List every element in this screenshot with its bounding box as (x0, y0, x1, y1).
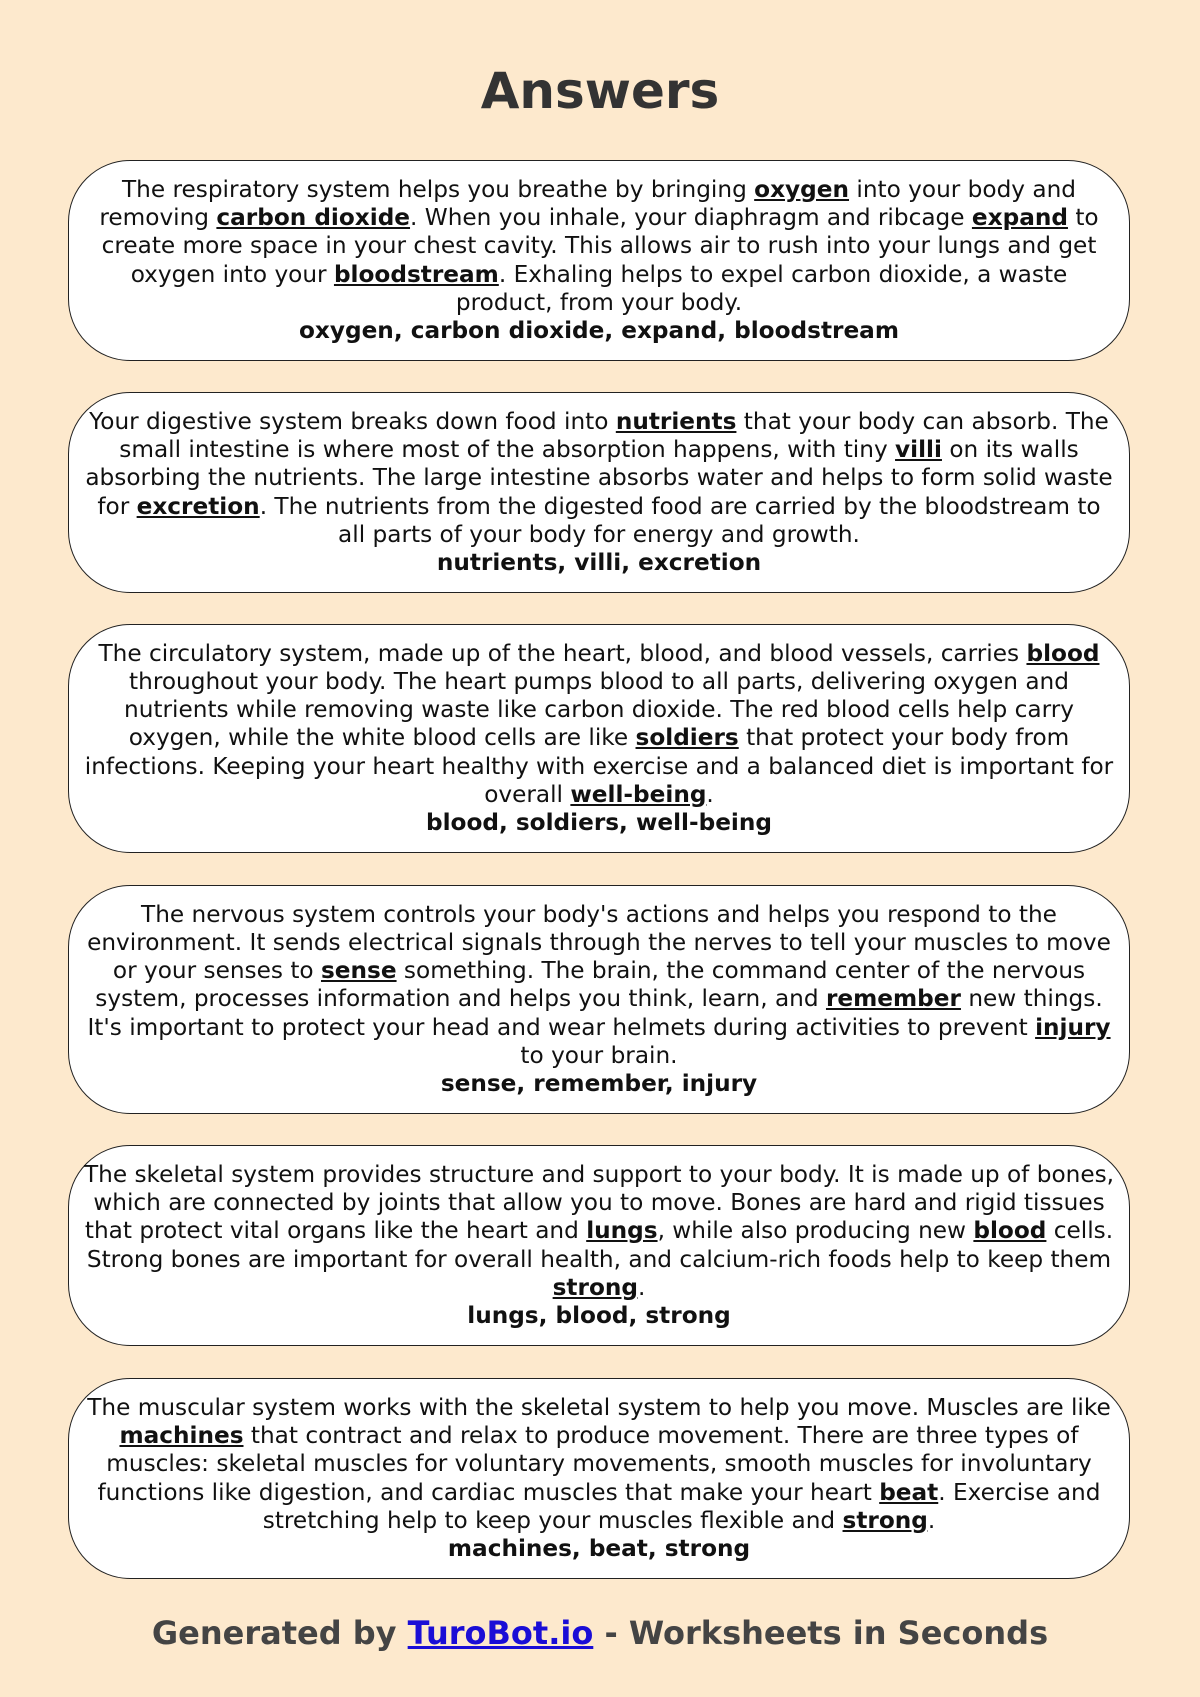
paragraph-text: The skeletal system provides structure and support to your body. It is made up of bones, which are connected by joints that allow you to move. Bones are hard and rigid tissues that protect vital organs like the heart and (83, 1160, 1115, 1245)
card-paragraph (81, 1161, 1117, 1302)
card-answer-key: machines, beat, strong (447, 1534, 751, 1562)
paragraph-text: . Exercise and stretching help to keep your muscles flexible and (262, 1478, 1101, 1534)
paragraph-text: . The nutrients from the digested food are carried by the bloodstream to all parts of your body for energy and growth. (259, 492, 1101, 548)
answer-word: sense (320, 957, 397, 985)
answer-word: strong (552, 1273, 638, 1301)
footer-suffix: - Worksheets in Seconds (593, 1614, 1049, 1652)
paragraph-text: to your brain. (520, 1041, 678, 1069)
paragraph-text: throughout your body. The heart pumps blood to all parts, delivering oxygen and nutrients while removing waste like carbon dioxide. The red blood cells help carry oxygen, while the white blood cells are like (124, 667, 1074, 752)
paragraph-text: The respiratory system helps you breathe by bringing (121, 175, 755, 203)
answer-card-nervous (68, 885, 1130, 1114)
card-paragraph (81, 640, 1117, 809)
answer-word: excretion (136, 492, 260, 520)
answer-word: villi (895, 436, 942, 464)
footer (0, 1614, 1200, 1652)
paragraph-text: something. The brain, the command center of the nervous system, processes information and helps you think, learn, and (95, 957, 1086, 1013)
answer-card-circulatory (68, 624, 1130, 853)
card-answer-key: sense, remember, injury (440, 1070, 758, 1097)
answer-word: remember (825, 985, 961, 1013)
card-answer-key: blood, soldiers, well-being (425, 809, 772, 836)
paragraph-text: that your body can absorb. The small intestine is where most of the absorption happens, with tiny (119, 407, 1109, 464)
card-answer-key: lungs, blood, strong (467, 1301, 731, 1329)
footer-prefix: Generated by (151, 1614, 408, 1652)
page-title: Answers (480, 62, 720, 120)
paragraph-text: . (706, 780, 714, 808)
answer-word: well-being (570, 780, 707, 808)
paragraph-text: on its walls absorbing the nutrients. The large intestine absorbs water and helps to form solid waste for (85, 436, 1113, 520)
answer-word: beat (879, 1478, 939, 1506)
answer-word: nutrients (615, 407, 737, 435)
paragraph-text: The circulatory system, made up of the heart, blood, and blood vessels, carries (98, 639, 1027, 667)
paragraph-text: , while also producing new (657, 1217, 974, 1245)
paragraph-text: . Exhaling helps to expel carbon dioxide, a waste product, from your body. (455, 260, 1068, 316)
answer-word: expand (971, 204, 1068, 232)
answer-word: blood (973, 1217, 1047, 1245)
paragraph-text: The muscular system works with the skeletal system to help you move. Muscles are like (87, 1393, 1111, 1421)
answer-word: injury (1035, 1013, 1111, 1041)
card-paragraph (81, 408, 1117, 549)
answer-card-digestive (68, 392, 1130, 593)
paragraph-text: into your body and removing (99, 175, 1077, 232)
answer-card-muscular (68, 1378, 1130, 1579)
paragraph-text: Your digestive system breaks down food into (89, 407, 616, 435)
paragraph-text: . When you inhale, your diaphragm and ribcage (410, 204, 972, 232)
answer-word: soldiers (635, 724, 739, 752)
answer-word: carbon dioxide (216, 204, 411, 232)
paragraph-text: cells. Strong bones are important for overall health, and calcium-rich foods help to keep them (86, 1217, 1114, 1273)
paragraph-text: to create more space in your chest cavity. This allows air to rush into your lungs and get oxygen into your (101, 204, 1099, 288)
turobot-link[interactable]: TuroBot.io (407, 1614, 594, 1652)
card-answer-key: oxygen, carbon dioxide, expand, bloodstream (298, 316, 899, 344)
answer-word: lungs (586, 1217, 658, 1245)
card-answer-key: nutrients, villi, excretion (436, 548, 762, 576)
card-paragraph (81, 901, 1117, 1070)
answer-word: bloodstream (333, 260, 499, 288)
answer-card-respiratory (68, 160, 1130, 361)
answer-card-skeletal (68, 1145, 1130, 1346)
card-paragraph (81, 176, 1117, 317)
paragraph-text: . (637, 1273, 646, 1301)
answer-word: machines (119, 1422, 244, 1450)
paragraph-text: that contract and relax to produce movement. There are three types of muscles: skeletal muscles for voluntary movements, smooth muscles for involuntary functions like digestion, and cardiac muscles that make your heart (97, 1422, 1092, 1506)
paragraph-text: that protect your body from infections. Keeping your heart healthy with exercise and a balanced diet is important for overall (84, 724, 1114, 808)
answer-word: blood (1026, 639, 1100, 667)
paragraph-text: The nervous system controls your body's actions and helps you respond to the environment. It sends electrical signals through the nerves to tell your muscles to move or your senses to (87, 900, 1111, 985)
card-paragraph (81, 1394, 1117, 1535)
paragraph-text: new things. It's important to protect your head and wear helmets during activities to prevent (87, 985, 1103, 1041)
paragraph-text: . (927, 1506, 936, 1534)
answer-word: strong (842, 1506, 928, 1534)
answer-word: oxygen (754, 175, 850, 203)
